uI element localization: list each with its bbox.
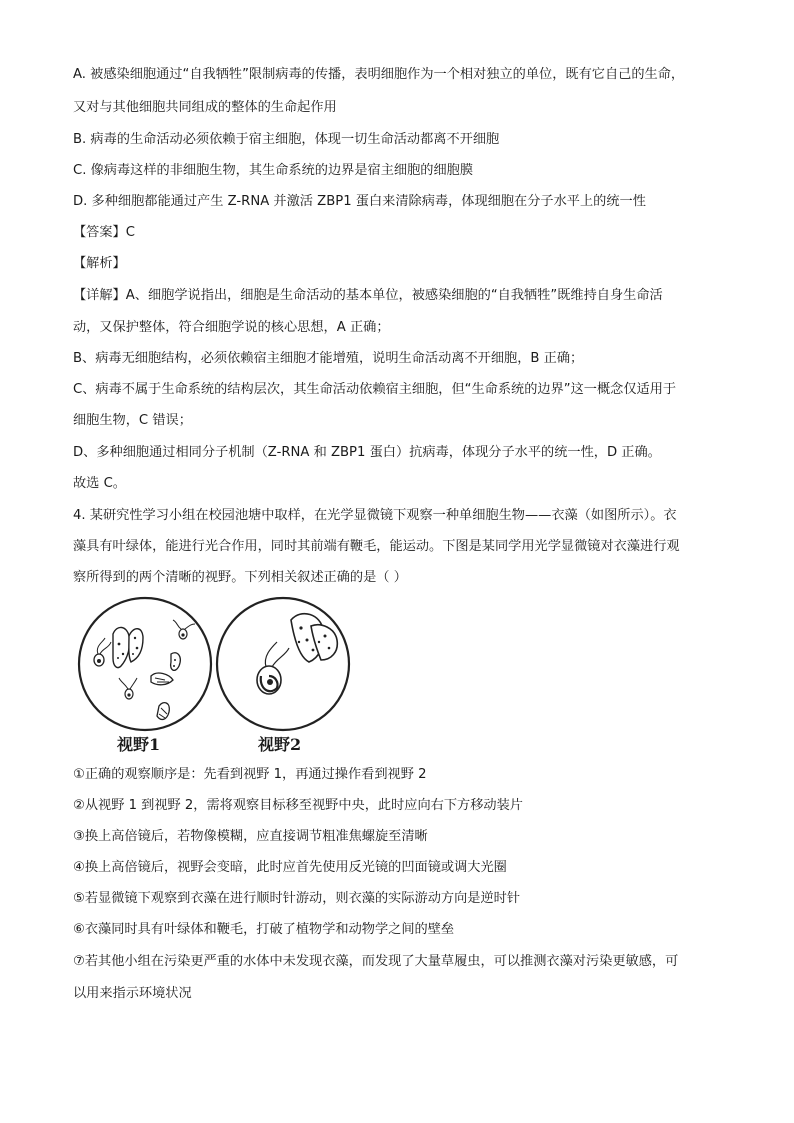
analysis-line-1: 【详解】A、细胞学说指出，细胞是生命活动的基本单位，被感染细胞的“自我牺牲”既维持自身生命活 — [73, 288, 663, 303]
question-4-line-1: 4. 某研究性学习小组在校园池塘中取样，在光学显微镜下观察一种单细胞生物——衣藻（如图所示）。衣 — [73, 508, 677, 523]
statement-2: ②从视野 1 到视野 2，需将观察目标移至视野中央，此时应向右下方移动装片 — [73, 798, 523, 813]
option-a-line2: 又对与其他细胞共同组成的整体的生命起作用 — [73, 100, 337, 115]
analysis-line-5: 细胞生物，C 错误； — [73, 413, 192, 428]
statement-7-line1: ⑦若其他小组在污染更严重的水体中未发现衣藻，而发现了大量草履虫，可以推测衣藻对污染更敏感，可 — [73, 954, 679, 969]
field-of-view-2 — [217, 598, 349, 730]
caption-field-2: 视野2 — [258, 735, 302, 754]
analysis-heading: 【解析】 — [73, 256, 126, 271]
option-d: D. 多种细胞都能通过产生 Z-RNA 并激活 ZBP1 蛋白来清除病毒，体现细胞在分子水平上的统一性 — [73, 194, 646, 209]
analysis-line-7: 故选 C。 — [73, 476, 126, 491]
statement-4: ④换上高倍镜后，视野会变暗，此时应首先使用反光镜的凹面镜或调大光圈 — [73, 860, 507, 875]
microscope-fields — [73, 596, 363, 732]
statement-1: ①正确的观察顺序是：先看到视野 1，再通过操作看到视野 2 — [73, 767, 427, 782]
field-of-view-1 — [79, 598, 211, 730]
answer: 【答案】C — [73, 225, 135, 240]
analysis-line-4: C、病毒不属于生命系统的结构层次，其生命活动依赖宿主细胞，但“生命系统的边界”这一概念仅适用于 — [73, 382, 677, 397]
analysis-line-2: 动，又保护整体，符合细胞学说的核心思想，A 正确； — [73, 320, 390, 335]
statement-3: ③换上高倍镜后，若物像模糊，应直接调节粗准焦螺旋至清晰 — [73, 829, 428, 844]
statement-6: ⑥衣藻同时具有叶绿体和鞭毛，打破了植物学和动物学之间的壁垒 — [73, 922, 455, 937]
analysis-line-3: B、病毒无细胞结构，必须依赖宿主细胞才能增殖，说明生命活动离不开细胞，B 正确； — [73, 351, 584, 366]
option-a-line1: A. 被感染细胞通过“自我牺牲”限制病毒的传播，表明细胞作为一个相对独立的单位，既有它自己的生命， — [73, 67, 685, 82]
option-b: B. 病毒的生命活动必须依赖于宿主细胞，体现一切生命活动都离不开细胞 — [73, 132, 500, 147]
option-c: C. 像病毒这样的非细胞生物，其生命系统的边界是宿主细胞的细胞膜 — [73, 163, 474, 178]
statement-7-line2: 以用来指示环境状况 — [73, 986, 192, 1001]
statement-5: ⑤若显微镜下观察到衣藻在进行顺时针游动，则衣藻的实际游动方向是逆时针 — [73, 891, 521, 906]
question-4-line-2: 藻具有叶绿体，能进行光合作用，同时其前端有鞭毛，能运动。下图是某同学用光学显微镜对衣藻进行观 — [73, 539, 680, 554]
analysis-line-6: D、多种细胞通过相同分子机制（Z-RNA 和 ZBP1 蛋白）抗病毒，体现分子水平的统一性，D 正确。 — [73, 445, 661, 460]
question-4-line-3: 察所得到的两个清晰的视野。下列相关叙述正确的是（ ） — [73, 570, 407, 585]
caption-field-1: 视野1 — [117, 735, 161, 754]
